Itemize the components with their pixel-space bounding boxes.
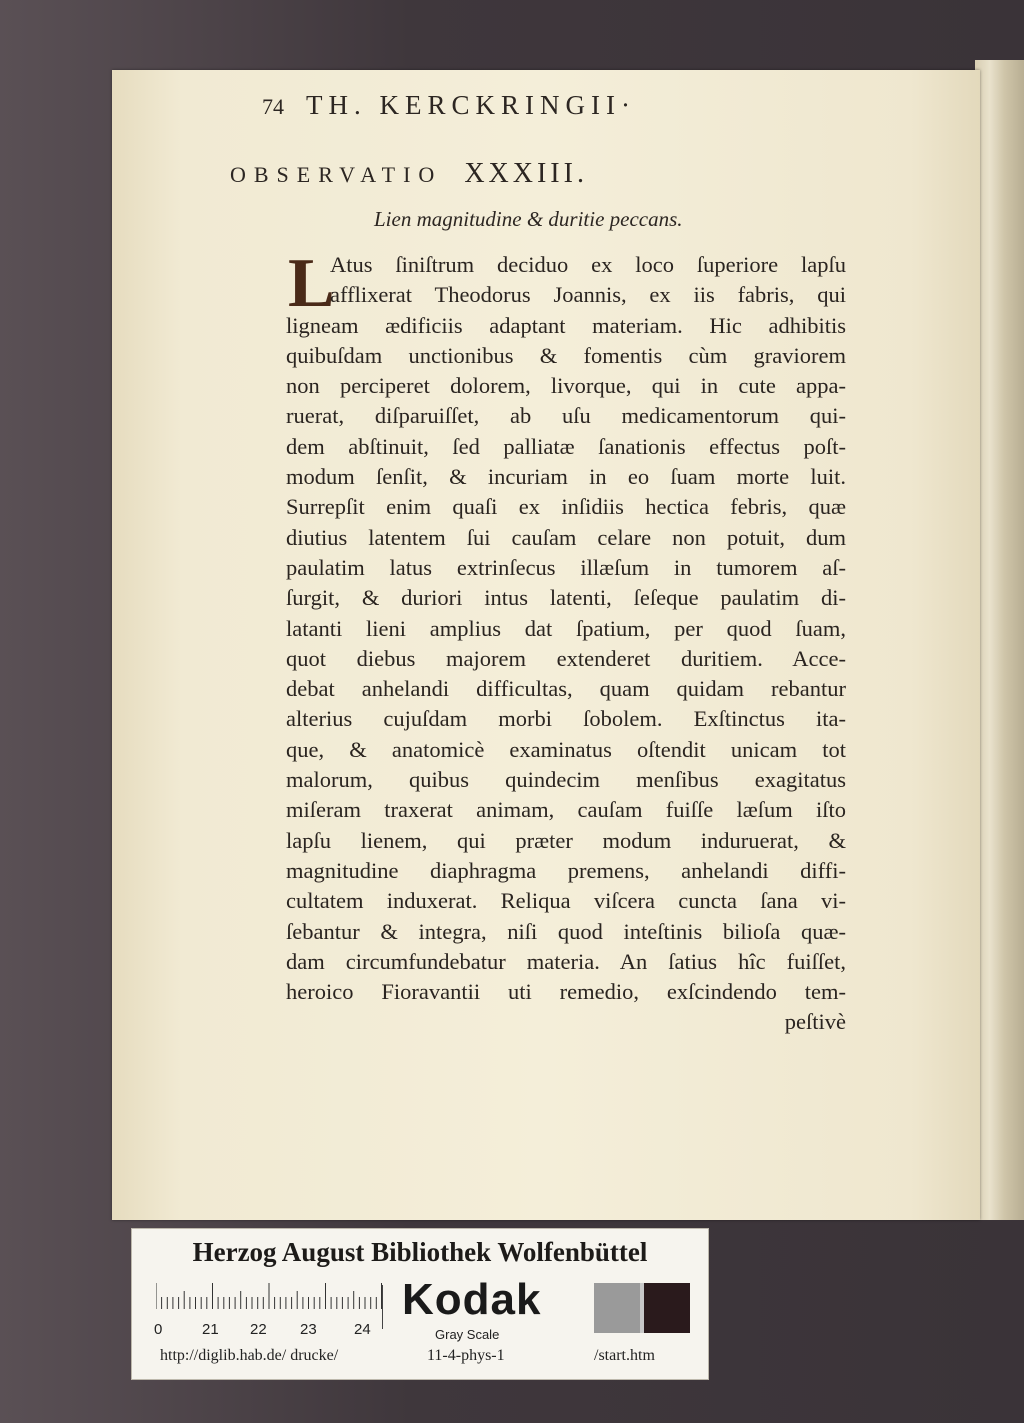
running-head — [262, 90, 862, 121]
text-line: alterius cujuſdam morbi ſobolem. Exſtinctus ita- — [286, 706, 846, 732]
ruler-label-22: 22 — [250, 1321, 267, 1338]
text-line: Atus ſiniſtrum deciduo ex loco ſuperiore lapſu — [330, 252, 846, 277]
text-line: diutius latentem ſui cauſam celare non potuit, dum — [286, 524, 846, 550]
text-line: ligneam ædificiis adaptant materiam. Hic adhibitis — [286, 312, 846, 338]
text-line: quibuſdam unctionibus & fomentis cùm graviorem — [286, 342, 846, 368]
text-line: modum ſenſit, & incuriam in eo ſuam morte luit. — [286, 464, 846, 490]
ruler-label-23: 23 — [300, 1321, 317, 1338]
color-reference-card — [131, 1228, 709, 1380]
text-line: dam circumfundebatur materia. An ſatius hîc fuiſſet, — [286, 948, 846, 974]
catchword: peſtivè — [784, 1009, 846, 1035]
text-line: afflixerat Theodorus Joannis, ex iis fabris, qui — [330, 282, 846, 308]
gray-scale-label: Gray Scale — [435, 1327, 500, 1342]
drop-cap: L — [288, 245, 335, 322]
text-line: cultatem induxerat. Reliqua viſcera cuncta ſana vi- — [286, 888, 846, 914]
text-line: malorum, quibus quindecim menſibus exagitatus — [286, 767, 846, 793]
text-line: lapſu lienem, qui præter modum induruerat, & — [286, 827, 846, 853]
ruler-label-21: 21 — [202, 1321, 219, 1338]
text-line: non perciperet dolorem, livorque, qui in cute appa- — [286, 373, 846, 399]
gray-swatch-dark — [644, 1283, 690, 1333]
ruler-label-24: 24 — [354, 1321, 371, 1338]
url-right: /start.htm — [594, 1347, 655, 1364]
url-left: http://diglib.hab.de/ drucke/ — [160, 1347, 339, 1364]
ruler-end — [382, 1285, 393, 1329]
observation-heading — [230, 158, 830, 190]
observation-label: OBSERVATIO — [230, 162, 443, 187]
kodak-logo: Kodak — [402, 1275, 542, 1324]
text-line: que, & anatomicè examinatus oſtendit unicam tot — [286, 736, 846, 762]
ruler — [156, 1283, 382, 1309]
text-line: ruerat, diſparuiſſet, ab uſu medicamentorum qui- — [286, 403, 846, 429]
text-line: ſebantur & integra, niſi quod inteſtinis bilioſa quæ- — [286, 918, 846, 944]
text-line: heroico Fioravantii uti remedio, exſcindendo tem- — [286, 979, 846, 1005]
text-line: dem abſtinuit, ſed palliatæ ſanationis effectus poſt- — [286, 433, 846, 459]
facing-page-edge — [975, 60, 1024, 1220]
text-line: ſurgit, & duriori intus latenti, ſeſeque paulatim di- — [286, 585, 846, 611]
page-number: 74 — [262, 94, 284, 119]
shelfmark: 11-4-phys-1 — [427, 1347, 505, 1364]
text-line: quot diebus majorem extenderet duritiem. Acce- — [286, 645, 846, 671]
ruler-label-0: 0 — [154, 1321, 163, 1338]
text-line: latanti lieni amplius dat ſpatium, per quod ſuam, — [286, 615, 846, 641]
text-line: magnitudine diaphragma premens, anhelandi diffi- — [286, 857, 846, 883]
library-name: Herzog August Bibliothek Wolfenbüttel — [192, 1237, 648, 1267]
text-line: Surrepſit enim quaſi ex inſidiis hectica febris, quæ — [286, 494, 846, 520]
observation-subtitle: Lien magnitudine & duritie peccans. — [374, 207, 683, 231]
observation-number: XXXIII. — [464, 158, 588, 189]
text-line: paulatim latus extrinſecus illæſum in tumorem aſ- — [286, 554, 846, 580]
body-text — [286, 245, 846, 1038]
text-line: debat anhelandi difficultas, quam quidam rebantur — [286, 676, 846, 702]
gray-swatch-light — [594, 1283, 640, 1333]
running-head-title: TH. KERCKRINGII· — [306, 90, 636, 120]
text-line: miſeram traxerat animam, cauſam fuiſſe læſum iſto — [286, 797, 846, 823]
